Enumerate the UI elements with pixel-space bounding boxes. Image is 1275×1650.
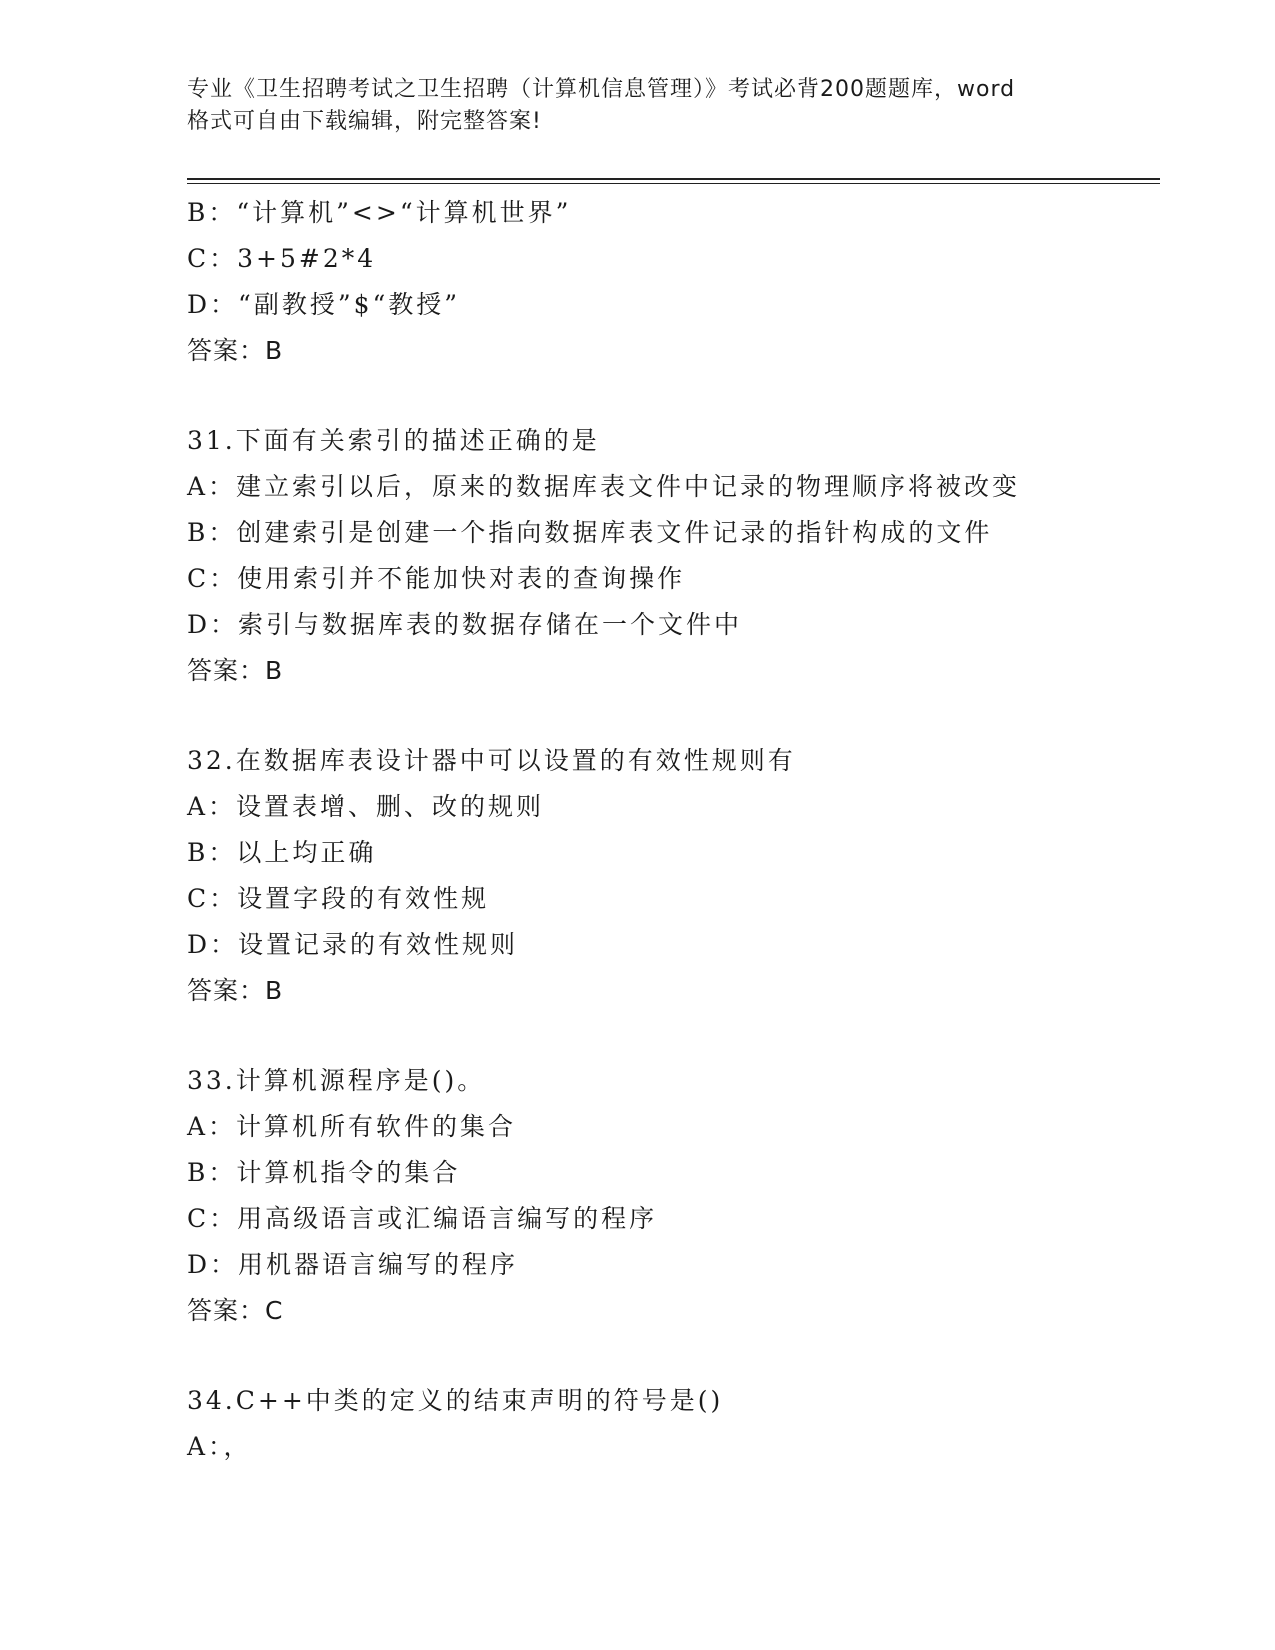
option-line: D：“副教授”$“教授” — [187, 290, 461, 319]
option-line: B：计算机指令的集合 — [187, 1158, 461, 1187]
option-line: D：用机器语言编写的程序 — [187, 1250, 519, 1279]
header-divider-thick — [187, 178, 1160, 180]
option-line: A：建立索引以后，原来的数据库表文件中记录的物理顺序将被改变 — [187, 472, 1021, 501]
answer-line: 答案：B — [187, 656, 284, 685]
option-line: C：3+5#2*4 — [187, 244, 377, 273]
option-line: D：设置记录的有效性规则 — [187, 930, 519, 959]
question-31 — [187, 418, 1187, 694]
header-line-1: 专业《卫生招聘考试之卫生招聘（计算机信息管理）》考试必背200题题库，word — [187, 77, 1016, 102]
answer-line: 答案：B — [187, 976, 284, 1005]
option-line: B：以上均正确 — [187, 838, 377, 867]
question-34 — [187, 1378, 1187, 1470]
question-33 — [187, 1058, 1187, 1334]
question-stem: 31.下面有关索引的描述正确的是 — [187, 426, 600, 455]
option-line: B：创建索引是创建一个指向数据库表文件记录的指针构成的文件 — [187, 518, 993, 547]
option-line: C：设置字段的有效性规 — [187, 884, 490, 913]
question-content — [187, 190, 1187, 1470]
option-line: C：用高级语言或汇编语言编写的程序 — [187, 1204, 658, 1233]
option-line: A：计算机所有软件的集合 — [187, 1112, 517, 1141]
header-line-2: 格式可自由下载编辑，附完整答案! — [187, 109, 542, 134]
option-line: B：“计算机”<>“计算机世界” — [187, 198, 572, 227]
document-header — [187, 74, 1087, 138]
answer-line: 答案：B — [187, 336, 284, 365]
question-32 — [187, 738, 1187, 1014]
option-line: C：使用索引并不能加快对表的查询操作 — [187, 564, 686, 593]
question-stem: 33.计算机源程序是()。 — [187, 1066, 486, 1095]
prev-question-block — [187, 190, 1187, 374]
answer-line: 答案：C — [187, 1296, 284, 1325]
option-line: A：， — [187, 1432, 252, 1461]
header-divider-thin — [187, 183, 1160, 184]
question-stem: 32.在数据库表设计器中可以设置的有效性规则有 — [187, 746, 796, 775]
option-line: A：设置表增、删、改的规则 — [187, 792, 545, 821]
option-line: D：索引与数据库表的数据存储在一个文件中 — [187, 610, 743, 639]
question-stem: 34.C++中类的定义的结束声明的符号是() — [187, 1386, 724, 1415]
